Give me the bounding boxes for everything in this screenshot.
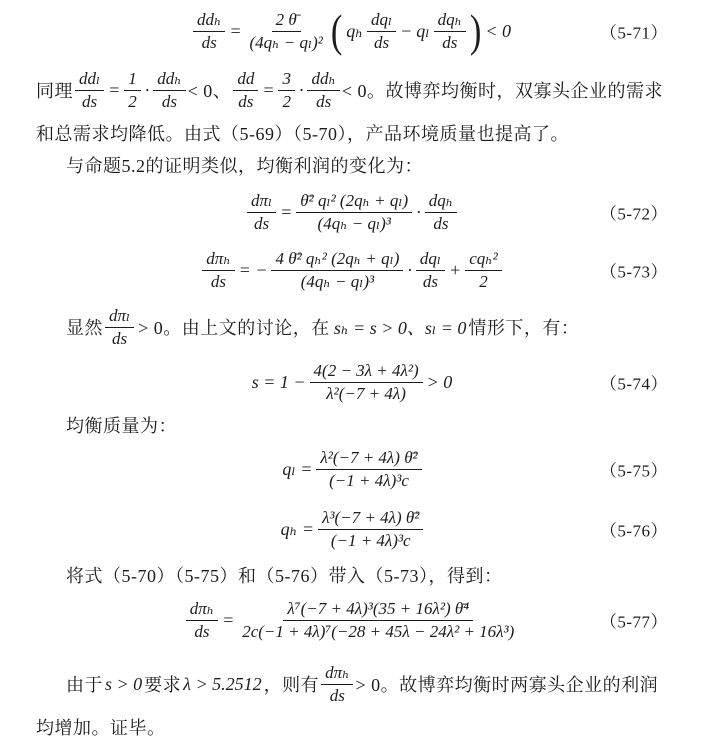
fraction-numerator: λ³(−7 + 4λ) θ̄² <box>318 508 423 530</box>
fraction-dqh-ds <box>434 10 466 52</box>
fraction-numerator: 3 <box>278 69 295 91</box>
paragraph-demand: 和总需求均降低。由式（5-69）（5-70），产品环境质量也提高了。 <box>36 124 569 144</box>
fraction-dqh-ds <box>425 191 457 233</box>
equation-body <box>280 448 423 490</box>
fraction-main <box>238 599 518 641</box>
fraction-numerator: ddₕ <box>307 69 339 91</box>
text-tail: < 0。故博弈均衡时，双寡头企业的需求 <box>341 81 663 101</box>
fraction-denominator: (−1 + 4λ)³c <box>329 470 409 490</box>
paragraph-substitute: 将式（5-70）（5-75）和（5-76）带入（5-73），得到： <box>66 566 503 586</box>
fraction-dpih-ds <box>202 249 234 291</box>
fraction-numerator: 4(2 − 3λ + 4λ²) <box>310 361 423 383</box>
fraction-numerator: λ²(−7 + 4λ) θ̄² <box>316 448 421 470</box>
inequality: > 0。由上文的讨论，在 <box>138 318 330 338</box>
fraction-numerator: λ⁷(−7 + 4λ)³(35 + 16λ²) θ̄⁴ <box>283 599 473 621</box>
text-lead: 显然 <box>66 318 103 338</box>
fraction-denominator: (4qₕ − qₗ)³ <box>300 271 375 291</box>
equation-5-74 <box>36 356 668 408</box>
condition-lambda: λ > 5.2512 <box>183 673 262 694</box>
fraction-ddh-ds <box>153 69 185 111</box>
fraction-cqh2-2 <box>465 249 502 291</box>
variable-ql: qₗ <box>416 20 430 41</box>
equals-sign: = <box>280 201 293 222</box>
equation-number: （5-72） <box>599 204 668 224</box>
fraction-numerator: dqₗ <box>416 249 445 271</box>
middle-dot: · <box>298 79 304 100</box>
minus-sign: − <box>400 20 413 41</box>
fraction-denominator: (4qₕ − qₗ)³ <box>317 213 391 233</box>
fraction-numerator: 1 <box>124 69 141 91</box>
equation-body <box>250 361 455 403</box>
fraction-three-halves <box>278 69 295 111</box>
text-mid: 要求 <box>144 675 182 695</box>
fraction-main <box>296 191 412 233</box>
fraction-ddh-ds <box>307 69 339 111</box>
fraction-numerator: dd <box>233 69 258 91</box>
paragraph-qed: 均增加。证毕。 <box>36 718 166 738</box>
text-tail: 情形下，有： <box>468 318 580 338</box>
equation-body: $\frac{\text{ddₕ}}{ds}$ = $\frac{2 \thetā}{\text{(4qₕ − qₗ)²}}$ ( qₕ $\frac{\text{dqₗ}}{ds}$ − qₗ $\frac{\text{dqₕ}}{ds}$ ) < 0 <box>191 10 513 52</box>
fraction-denominator: 2 <box>479 271 488 291</box>
middle-dot: · <box>416 201 421 222</box>
fraction-numerator: dπₗ <box>247 191 276 213</box>
equation-5-75 <box>36 440 668 498</box>
equation-number: （5-74） <box>599 374 668 394</box>
equals-minus: = − <box>238 259 268 280</box>
fraction-dpil-ds <box>105 306 134 348</box>
fraction-numerator: θ̄² qₗ² (2qₕ + qₗ) <box>296 191 412 213</box>
paragraph-tongli <box>36 64 668 116</box>
equation-5-73 <box>36 242 668 298</box>
equation-number: （5-77） <box>599 612 668 632</box>
equation-number: （5-75） <box>599 461 668 481</box>
fraction-dql-ds <box>416 249 445 291</box>
equation-body <box>200 249 503 291</box>
fraction-main <box>316 448 421 490</box>
condition: sₕ = s > 0、sₗ = 0 <box>333 318 467 338</box>
fraction-denominator: ds <box>433 213 449 233</box>
lhs: s = 1 − <box>251 371 306 392</box>
fraction-denominator: ds <box>194 621 210 641</box>
fraction-denominator: ds <box>210 271 227 291</box>
paragraph-xianran <box>36 302 668 352</box>
equation-body <box>279 508 426 550</box>
fraction-numerator: cqₕ² <box>465 249 502 271</box>
fraction-denominator: ds <box>316 91 332 111</box>
fraction-denominator: 2 <box>282 91 291 111</box>
fraction-denominator: ds <box>82 91 98 111</box>
paragraph-proposition: 与命题5.2的证明类似，均衡利润的变化为： <box>66 156 423 176</box>
fraction-numerator: dπₕ <box>321 663 353 685</box>
equation-5-76 <box>36 500 668 558</box>
equation-5-77 <box>36 590 668 650</box>
fraction-denominator: ds <box>422 271 439 291</box>
middle-dot: · <box>407 259 412 280</box>
fraction-dpil-ds <box>247 191 276 233</box>
equals-sign: = <box>222 609 235 630</box>
fraction-numerator: 4 θ̄² qₕ² (2qₕ + qₗ) <box>271 249 403 271</box>
fraction-denominator: ds <box>112 328 128 348</box>
plus-sign: + <box>449 259 462 280</box>
fraction-numerator: dqₕ <box>434 10 466 32</box>
inline-math <box>103 306 136 348</box>
text-lead: 同理 <box>36 81 73 101</box>
fraction-dql-ds <box>367 10 396 52</box>
equals-sign: = <box>108 79 121 100</box>
fraction-denominator: (−1 + 4λ)³c <box>330 530 411 550</box>
lhs: qₕ = <box>280 518 315 539</box>
text-tail: > 0。故博弈均衡时两寡头企业的利润 <box>355 675 659 695</box>
equals-sign: = <box>262 79 275 100</box>
inequality: < 0 <box>485 20 512 41</box>
fraction-main <box>271 249 403 291</box>
variable-qh: qₕ <box>346 20 363 41</box>
inequality: > 0 <box>426 371 453 392</box>
fraction-denominator: 2c(−1 + 4λ)⁷(−28 + 45λ − 24λ² + 16λ³) <box>242 621 515 641</box>
fraction-denominator: ds <box>329 685 345 705</box>
middle-dot: · <box>144 79 150 100</box>
fraction-numerator: dqₗ <box>367 10 396 32</box>
fraction-numerator: dπₕ <box>202 249 234 271</box>
fraction-numerator: dπₕ <box>186 599 218 621</box>
fraction-numerator: ddₕ <box>193 10 225 32</box>
condition-s: s > 0 <box>105 673 143 694</box>
inline-math <box>181 674 263 695</box>
fraction-denominator: ds <box>201 32 217 52</box>
fraction-denominator: 2 <box>128 91 137 111</box>
fraction-main <box>310 361 423 403</box>
fraction-denominator: ds <box>161 91 178 111</box>
equation-number: （5-73） <box>599 262 668 282</box>
fraction-numerator: dqₕ <box>425 191 457 213</box>
fraction-numerator: dπₗ <box>105 306 134 328</box>
fraction-dd-ds <box>233 69 258 111</box>
inline-math <box>319 663 355 705</box>
fraction-one-half <box>124 69 141 111</box>
text-mid: < 0、 <box>187 81 232 101</box>
inline-math <box>136 314 468 340</box>
fraction-denominator: ds <box>374 32 390 52</box>
fraction-numerator: 2 θ̄ <box>272 10 301 32</box>
fraction-numerator: ddₗ <box>75 69 104 91</box>
equation-number: （5-76） <box>599 521 668 541</box>
paragraph-conclusion <box>36 658 668 710</box>
inline-math <box>73 69 188 111</box>
fraction-denominator: ds <box>442 32 458 52</box>
equation-5-72 <box>36 184 668 240</box>
fraction-main <box>318 508 423 550</box>
fraction-numerator: ddₕ <box>153 69 185 91</box>
fraction-denominator: ds <box>238 91 254 111</box>
fraction-dpih-ds <box>321 663 353 705</box>
equals-sign: = <box>229 20 242 41</box>
fraction-coefficient <box>246 10 327 52</box>
equation-body <box>245 191 459 233</box>
fraction-denominator: ds <box>253 213 270 233</box>
text-lead: 由于 <box>66 675 103 695</box>
paragraph-quality: 均衡质量为： <box>66 416 177 436</box>
equation-number: （5-71） <box>599 23 668 43</box>
fraction-denominator: λ²(−7 + 4λ) <box>326 383 406 403</box>
equation-body <box>184 599 521 641</box>
fraction-ddh-ds <box>193 10 225 52</box>
lhs: qₗ = <box>282 458 313 479</box>
equation-5-71 <box>36 2 668 60</box>
inline-math <box>103 674 144 695</box>
fraction-denominator: (4qₕ − qₗ)² <box>249 32 323 52</box>
text-mid: ，则有 <box>263 675 320 695</box>
inline-math <box>231 69 342 111</box>
fraction-ddl-ds <box>75 69 104 111</box>
fraction-dpih-ds <box>186 599 218 641</box>
